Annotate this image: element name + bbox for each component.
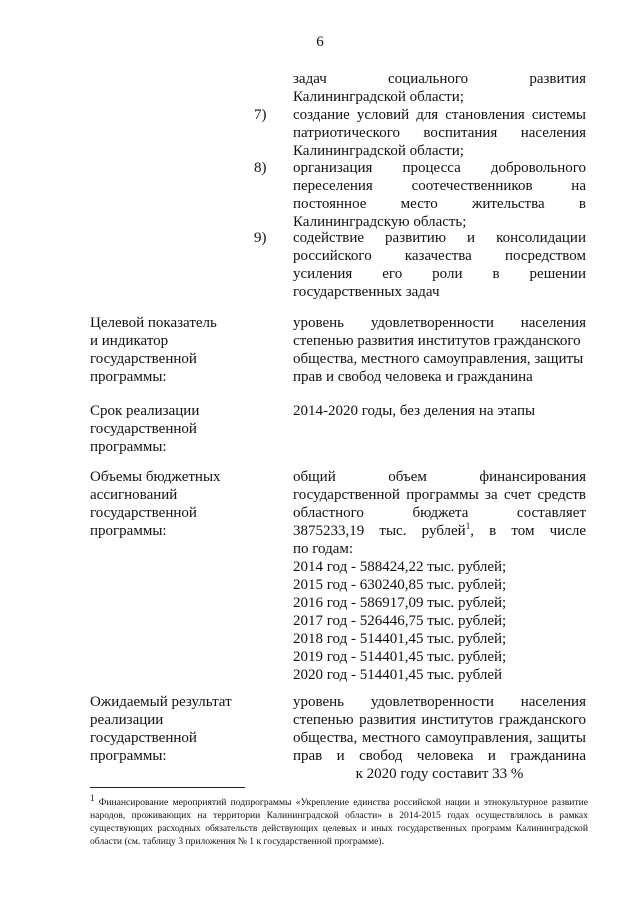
- year-amount: 2017 год - 526446,75 тыс. рублей;: [293, 613, 507, 629]
- target-indicator-value: [293, 314, 586, 386]
- value-line: государственной программы за счет средств: [293, 487, 586, 503]
- numbered-item-8: [254, 159, 586, 231]
- target-indicator-label: [90, 314, 270, 386]
- label-line: государственной: [90, 505, 197, 521]
- footnote-text: Финансирование мероприятий подпрограммы «Укрепление единства российской нации и этнокультурное развитие народов, проживающих на территории Калининградской области» в 2014-2015 годах осуществлялось в рамках существующих расходных обязательств действующих целевых и иных государственных программ Калининградской области (см. таблицу 3 приложения № 1 к государственной программе).: [90, 797, 588, 847]
- budget-label: [90, 468, 270, 540]
- item-number: 8): [254, 160, 267, 176]
- value-line: прав и свобод человека и гражданина: [293, 369, 533, 385]
- continuation-line-2: Калининградской области;: [293, 89, 464, 105]
- footnote-reference: 1: [465, 521, 471, 531]
- footnote-divider: [90, 787, 245, 788]
- label-line: программы:: [90, 748, 167, 764]
- item-line: содействие развитию и консолидации: [293, 230, 586, 246]
- year-amount: 2016 год - 586917,09 тыс. рублей;: [293, 595, 507, 611]
- label-line: и индикатор: [90, 333, 169, 349]
- label-line: ассигнований: [90, 487, 178, 503]
- term-value: [293, 402, 586, 420]
- item-line: Калининградской области;: [293, 143, 464, 159]
- budget-total-line: [293, 522, 586, 540]
- value-line: общества, местного самоуправления, защиты: [293, 730, 586, 746]
- label-line: государственной: [90, 730, 197, 746]
- label-line: Целевой показатель: [90, 315, 217, 331]
- goals-continuation: [293, 70, 586, 106]
- numbered-item-9: [254, 229, 586, 301]
- expected-result-value: [293, 693, 586, 783]
- label-line: программы:: [90, 439, 167, 455]
- label-line: государственной: [90, 421, 197, 437]
- item-line: переселения соотечественников на: [293, 178, 586, 194]
- label-line: программы:: [90, 523, 167, 539]
- label-line: Ожидаемый результат: [90, 694, 232, 710]
- item-line: Калининградскую область;: [293, 214, 467, 230]
- year-amount: 2018 год - 514401,45 тыс. рублей;: [293, 631, 507, 647]
- item-number: 9): [254, 230, 267, 246]
- label-line: реализации: [90, 712, 164, 728]
- item-line: патриотического воспитания населения: [293, 125, 586, 141]
- expected-result-label: [90, 693, 270, 765]
- year-amount: 2020 год - 514401,45 тыс. рублей: [293, 667, 503, 683]
- value-line: уровень удовлетворенности населения: [293, 694, 586, 710]
- item-line: усиления его роли в решении: [293, 266, 586, 282]
- year-amount: 2014 год - 588424,22 тыс. рублей;: [293, 559, 507, 575]
- label-line: государственной: [90, 351, 197, 367]
- value-line: областного бюджета составляет: [293, 505, 586, 521]
- page-number: 6: [316, 34, 324, 50]
- budget-total: 3875233,19 тыс. рублей: [293, 523, 466, 539]
- item-line: постоянное место жительства в: [293, 196, 586, 212]
- label-line: Срок реализации: [90, 403, 200, 419]
- value-line: 2014-2020 годы, без деления на этапы: [293, 403, 536, 419]
- budget-value: [293, 468, 586, 684]
- budget-total-suffix: , в том числе: [470, 523, 586, 539]
- value-line: к 2020 году составит 33 %: [355, 766, 524, 782]
- footnote: [90, 792, 588, 848]
- label-line: Объемы бюджетных: [90, 469, 221, 485]
- value-line: степенью развития институтов гражданского: [293, 712, 586, 728]
- item-number: 7): [254, 107, 267, 123]
- by-years-label: по годам:: [293, 541, 354, 557]
- item-line: государственных задач: [293, 284, 440, 300]
- value-line: прав и свобод человека и гражданина: [293, 748, 586, 764]
- item-line: создание условий для становления системы: [293, 107, 586, 123]
- label-line: программы:: [90, 369, 167, 385]
- value-line: степенью развития институтов гражданского: [293, 333, 581, 349]
- item-line: российского казачества посредством: [293, 248, 586, 264]
- footnote-mark: 1: [90, 792, 95, 803]
- term-label: [90, 402, 270, 456]
- numbered-item-7: [254, 106, 586, 160]
- value-line: общества, местного самоуправления, защиты: [293, 351, 584, 367]
- year-amount: 2015 год - 630240,85 тыс. рублей;: [293, 577, 507, 593]
- value-line: уровень удовлетворенности населения: [293, 315, 586, 331]
- continuation-line: задач социального развития: [293, 71, 586, 87]
- item-line: организация процесса добровольного: [293, 160, 586, 176]
- value-line: общий объем финансирования: [293, 469, 586, 485]
- year-amount: 2019 год - 514401,45 тыс. рублей;: [293, 649, 507, 665]
